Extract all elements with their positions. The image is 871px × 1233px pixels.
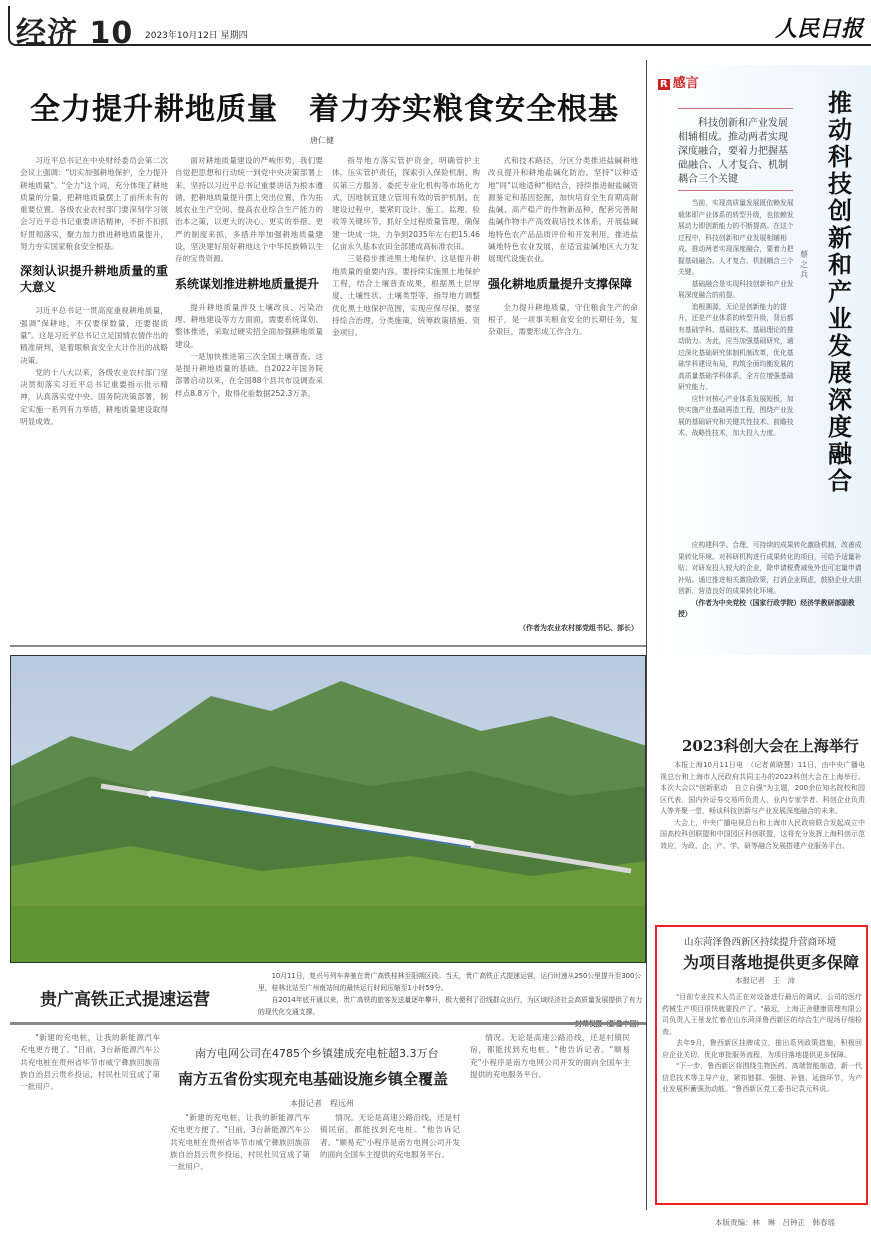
paragraph: 全力提升耕地质量，守住粮食生产的命根子，是一项事关粮食安全的长期任务，复杂艰巨，需要形成工作合力。 <box>488 302 638 337</box>
charging-kicker: 南方电网公司在4785个乡镇建成充电桩超3.3万台 <box>195 1047 439 1060</box>
photo-caption <box>258 970 643 1030</box>
article-column-3 <box>332 155 480 635</box>
heze-kicker: 山东菏泽鲁西新区持续提升营商环境 <box>684 937 837 948</box>
subheading: 深刻认识提升耕地质量的重大意义 <box>20 264 168 295</box>
newspaper-logo: 人民日报 <box>774 16 863 42</box>
author-credit: （作者为农业农村部党组书记、部长） <box>519 624 638 632</box>
column-divider <box>646 60 647 1210</box>
paragraph: 提升耕地质量涉及土壤改良、污染治理、耕地建设等方方面面，需要系统谋划、整体推进，采取过硬实招全面加强耕地质量建设。 <box>175 302 323 349</box>
paragraph: "下一步，鲁西新区将围绕生物医药、高端智能制造，新一代信息技术等主导产业，紧扣链群、强链、补链、延链环节，为产业发展积蓄强劲动能。"鲁西新区党工委书记袁元科说。 <box>662 1062 862 1093</box>
paragraph: "新建的充电桩，让我的新能源汽车充电更方便了。"日前，3台新能源汽车公共充电桩在贵州省毕节市威宁彝族回族苗族自治县云贵乡投运，村民杜贝宜成了第一批用户。 <box>170 1113 310 1172</box>
main-headline: 全力提升耕地质量 着力夯实粮食安全根基 <box>30 92 619 127</box>
paragraph: 党的十八大以来，各级农业农村部门坚决贯彻落实习近平总书记重要指示批示精神，认真落实党中央、国务院决策部署，制定实施一系列有力举措，耕地质量建设取得明显成效。 <box>20 367 168 427</box>
news-photo-high-speed-train <box>10 655 646 963</box>
caption-text: 10月11日，复兴号列车奔驰在贵广高铁桂林至阳朔区段。当天，贵广高铁正式提速运营，运行时速从250公里提升至300公里，桂林北站至广州南站间的最快运行时间压缩至1小时59分。 <box>258 972 642 992</box>
charging-article-body <box>170 1112 460 1212</box>
paragraph: 三是稳步推进黑土地保护。这是提升耕地质量的重要内容。要持续实施黑土地保护工程，结合土壤普查成果，根据黑土层厚度、土壤性状、土壤类型等，指导地方调整优化黑土地保护范围，实现应保尽保。要坚持综合治理，分类施策，统筹政策措施、资金项目。 <box>332 254 480 338</box>
kechuang-headline: 2023科创大会在上海举行 <box>682 737 859 755</box>
rule <box>678 108 793 109</box>
commentary-title: 推动科技创新和产业发展深度融合 <box>828 89 852 495</box>
divider <box>10 645 646 647</box>
commentary-tag <box>658 72 699 91</box>
paragraph: 指导地方落实管护资金，明确管护主体，压实管护责任，探索引入保险机制、购买第三方服务、委托专业化机构等市场化方式，因地制宜建立管用有效的管护机制。在建设过程中，要紧盯设计、施工、监理、验收等关键环节，抓好全过程质量管理，确保建一块成一块，力争到2035年左右把15.46亿亩永久基本农田全部建成高标准农田。 <box>332 156 480 252</box>
paragraph: 情况。无论是高速公路沿线，还是村镇民宿，都能找到充电桩。"他告诉记者。"顺易充"小程序是南方电网公司开发的面向全国车主提供的充电服务平台。 <box>320 1113 460 1159</box>
issue-date: 2023年10月12日 星期四 <box>145 31 248 41</box>
charging-byline: 本报记者 程远州 <box>290 1099 354 1108</box>
paragraph: 基础融合是实现科技创新和产业发展深度融合的前提。 <box>678 279 794 299</box>
paragraph: 应构建科学、合理、可持续的成果转化激励机制，改善成果转化环境。对科研机构进行成果转化的项目，可给予适量补贴；对研发投入较大的企业，除申请税费减免外也可定量申请补贴。通过推进相关激励政策，打消企业顾虑，鼓励企业大胆创新，营造良好的成果转化环境。 <box>678 541 862 595</box>
author-credit: （作者为中央党校（国家行政学院）经济学教研部副教授） <box>678 598 855 618</box>
commentary-author: 蔡之兵 <box>800 250 808 279</box>
rule <box>678 190 793 191</box>
article-column-4 <box>488 155 638 615</box>
paragraph: "新建的充电桩，让我的新能源汽车充电更方便了。"日前，3台新能源汽车公共充电桩在贵州省毕节市威宁彝族回族苗族自治县云贵乡投运，村民杜贝宜成了第一批用户。 <box>20 1033 160 1092</box>
heze-body <box>662 992 862 1200</box>
paragraph: 当前，实现高质量发展既依赖发展载体即产业体系的转型升级，也依赖发展动力即创新能力的不断提高。在这个过程中，科技创新和产业发展相辅相成。推动两者实现深度融合，要着力把握基础融合、人才复合、机制耦合三个关键。 <box>678 199 794 276</box>
paragraph: 习近平总书记在中央财经委员会第二次会议上强调："切实加强耕地保护，全力提升耕地质量"。"全力"这个词，充分体现了耕地质量的分量，把耕地质量摆上了前所未有的重要位置。各级农业农村部门要深刻学习领会习近平总书记重要讲话精神，不折不扣抓好贯彻落实，聚力加力推进耕地质量提升，努力夯实国家粮食安全根基。 <box>20 156 168 252</box>
paragraph: 面对耕地质量建设的严峻形势，我们要自觉把思想和行动统一到党中央决策部署上来，坚持以习近平总书记重要讲话为根本遵循，把耕地质量提升摆上突出位置，作为拓展农业生产空间、提高农业综合生产能力的治本之策，以更大的决心、更实的举措、更严的制度来抓，多措并举加强耕地质量建设，坚决建好用好耕地这个中华民族赖以生存的宝贵资源。 <box>175 156 323 264</box>
article-column-1 <box>20 155 168 635</box>
subheading: 系统谋划推进耕地质量提升 <box>175 276 320 291</box>
commentary-body-1 <box>678 198 796 538</box>
r-badge-icon: R <box>660 79 668 90</box>
divider <box>10 1022 646 1025</box>
paragraph: 一是加快推进第三次全国土壤普查。这是提升耕地质量的基础。自2022年国务院部署启动以来，在全国88个县共布设调查采样点8.8万个，取得化验数据252.3万条。 <box>175 351 323 398</box>
heze-headline: 为项目落地提供更多保障 <box>683 953 860 972</box>
subheading: 强化耕地质量提升支撑保障 <box>488 276 633 291</box>
masthead <box>8 6 871 46</box>
charging-headline: 南方五省份实现充电基础设施乡镇全覆盖 <box>178 1070 449 1088</box>
paragraph: 情况。无论是高速公路沿线，还是村镇民宿，都能找到充电桩。"他告诉记者。"顺易充"小程序是南方电网公司开发的面向全国车主提供的充电服务平台。 <box>470 1033 630 1079</box>
page-editors: 本版责编：林 琳 吕钟正 韩春瑶 <box>715 1218 835 1227</box>
kechuang-body <box>660 760 865 915</box>
main-byline: 唐仁健 <box>310 136 334 145</box>
photo-title: 贵广高铁正式提速运营 <box>40 990 210 1010</box>
commentary-body-2 <box>678 540 863 635</box>
paragraph: 大会上，中央广播电视总台和上海市人民政府联合发起成立中国高校科创联盟和中国园区科创联盟，这将充分发挥上海科创示范效应，为政、企、产、学、研等融合发展搭建产业服务平台。 <box>660 818 865 850</box>
caption-text: 自2014年底开通以来，贵广高铁的旅客发送量逐年攀升，极大便利了沿线群众出行，为区域经济社会高质量发展提供了有力的现代化交通支撑。 <box>258 996 643 1016</box>
tag-label: 感言 <box>672 76 699 91</box>
paragraph: 式和技术路径，分区分类推进盐碱耕地改良提升和耕地盐碱化防治。坚持"以种适地"同"以地适种"相结合，持续推进耐盐碱资源鉴定和基因挖掘，加快培育全生育期高耐盐碱、高产稳产的作物新品种，配套完善耐盐碱作物丰产高效栽培技术体系，开展盐碱地特色农产品品质评价和开发利用，推进盐碱地特色农业发展，在适宜盐碱地区大力发展现代设施农业。 <box>488 156 638 264</box>
charging-article-right <box>470 1032 630 1212</box>
paragraph: 去年9月，鲁西新区挂牌成立，推出系列政策措施，积极回应企业关切，优化审批服务流程，为项目落地提供更多保障。 <box>662 1039 862 1059</box>
section-title: 经济 10 <box>16 16 134 51</box>
commentary-lead: 科技创新和产业发展相辅相成。推动两者实现深度融合，要着力把握基础融合、人才复合、机制耦合三个关键 <box>678 118 788 185</box>
heze-byline: 本报记者 王 沛 <box>735 976 795 985</box>
charging-article-left <box>20 1032 160 1212</box>
paragraph: 习近平总书记一贯高度重视耕地质量，强调"保耕地，不仅要保数量，还要提质量"。这是习近平总书记立足国情农情作出的精准研判，是着眼粮食安全大计作出的战略决策。 <box>20 306 168 365</box>
paragraph: 追根溯源，无论是创新能力的提升，还是产业体系的转型升级，背后都有基础学科、基础技术、基础理论的推动助力。为此，应当加强基础研究，通过深化基础研究体制机制改革，优化基础学科建设布局，构筑全面均衡发展的高质量基础学科体系，全方位增强基础研究能力。 <box>678 302 794 391</box>
article-column-2 <box>175 155 323 635</box>
paragraph: "目前专业技术人员正在对设备进行最后的调试，公司的医疗药械生产项目很快就要投产了。"最近，上海正舍健康管理有限公司负责人王景龙忙着在山东菏泽鲁西新区的综合生产现场仔细检查。 <box>662 993 862 1036</box>
paragraph: 本报上海10月11日电 （记者黄晓慧）11日，由中央广播电视总台和上海市人民政府共同主办的2023科创大会在上海举行。本次大会以"创新驱动 自立自强"为主题，200余位知名院校和园区代表、国内外证券交易所负责人、业内专家学者、科创企业负责人等齐聚一堂，畅谈科技创新与产业发展深度融合的未来。 <box>660 761 865 815</box>
paragraph: 应针对核心产业体系发展短板，加快实施产业基础再造工程，围绕产业发展的基础研究和关键共性技术、前瞻技术、战略性技术，加大投入力度。 <box>678 394 794 437</box>
